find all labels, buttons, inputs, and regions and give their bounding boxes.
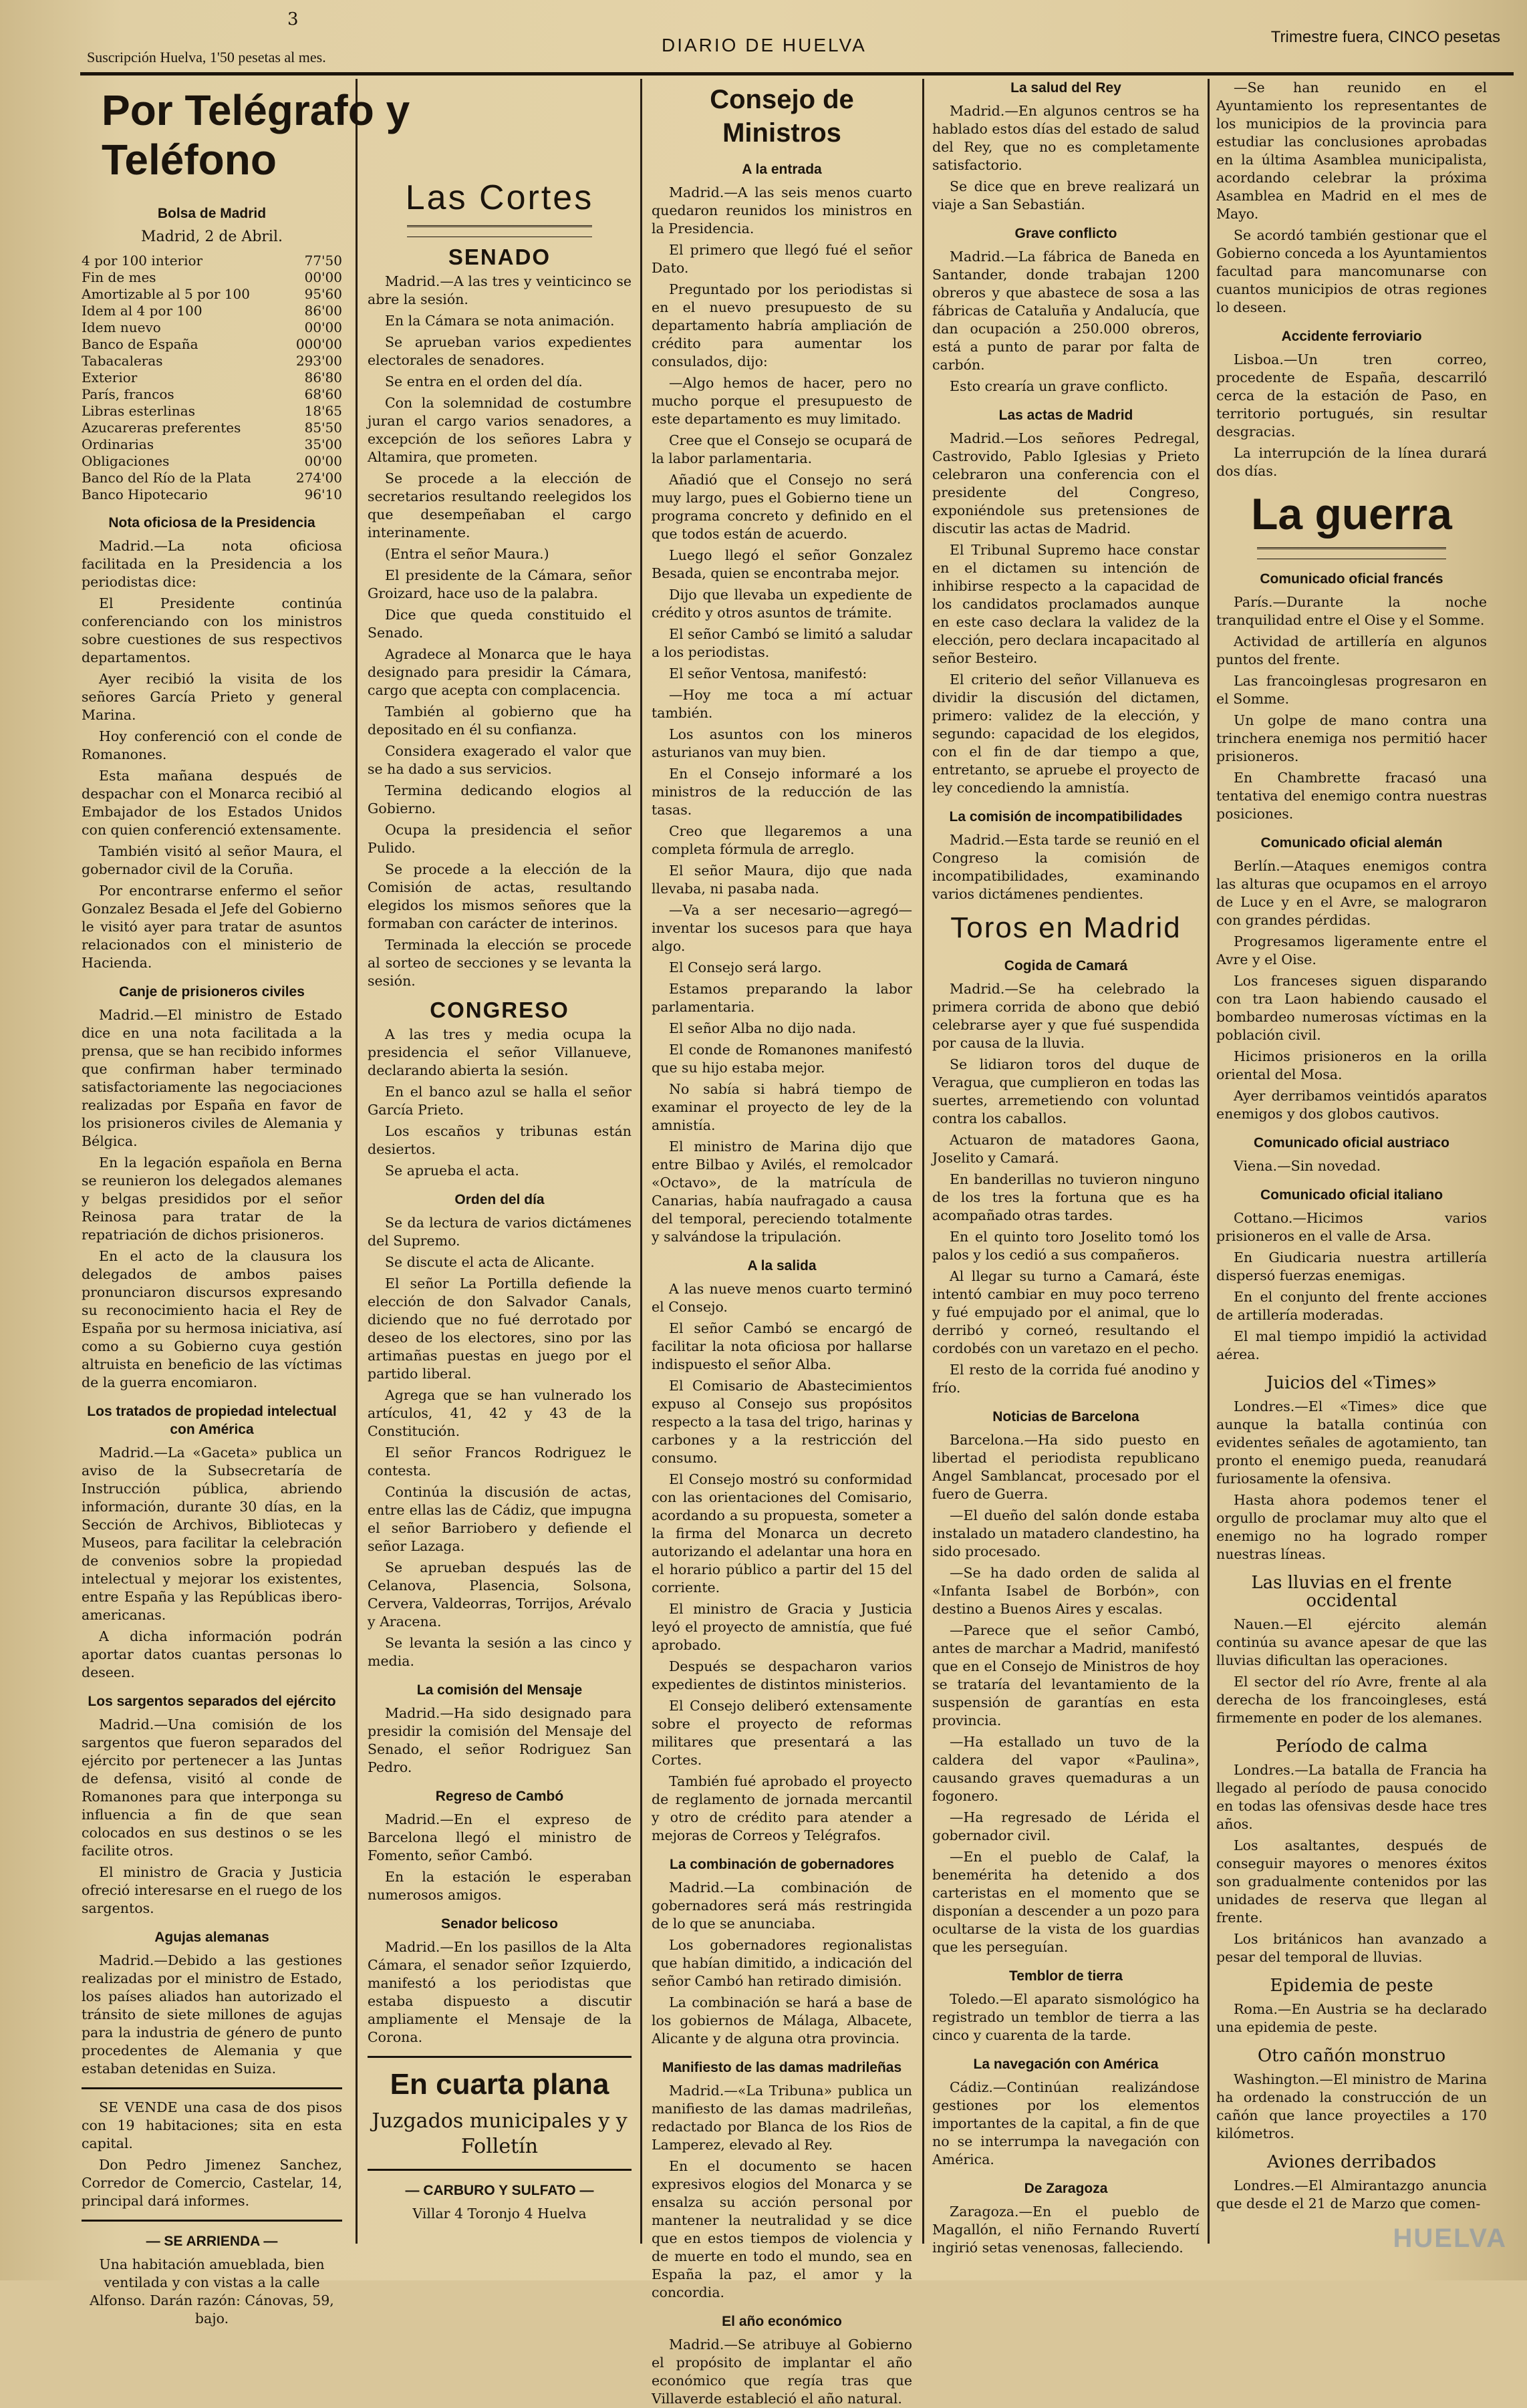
paragraph: (Entra el señor Maura.): [385, 546, 549, 562]
quote-value: 68'60: [304, 386, 342, 402]
paragraph: El resto de la corrida fué anodino y frío.: [932, 1362, 1200, 1396]
paragraph: Actividad de artillería en algunos puntos del frente.: [1216, 633, 1487, 667]
paragraph: Con la solemnidad de costumbre juran el cargo varios senadores, a excepción de los señores Labra y Altamira, que prometen.: [368, 395, 632, 465]
quote-label: Tabacaleras: [82, 353, 163, 369]
quote-label: Idem nuevo: [82, 319, 161, 335]
quote-row: [82, 470, 342, 486]
paragraph: Viena.—Sin novedad.: [1234, 1158, 1381, 1174]
divider: [82, 2220, 342, 2222]
paragraph: El Presidente continúa conferenciando con los ministros sobre cuestiones de sus respectivos departamentos.: [82, 595, 342, 665]
paragraph: El señor Maura, dijo que nada llevaba, ni pasaba nada.: [652, 863, 912, 897]
congreso-heading: CONGRESO: [430, 998, 569, 1022]
paragraph: En el Consejo informaré a los ministros de la reducción de las tasas.: [652, 766, 912, 818]
quote-row: [82, 403, 342, 420]
article-heading: La comisión de incompatibilidades: [949, 809, 1183, 824]
paragraph: Después se despacharon varios expedientes de distintos ministerios.: [652, 1658, 912, 1692]
paragraph: —Ha estallado un tuvo de la caldera del vapor «Paulina», causando graves quemaduras a un fogonero.: [932, 1734, 1200, 1804]
article-heading: Comunicado oficial austriaco: [1254, 1135, 1449, 1151]
paragraph: Berlín.—Ataques enemigos contra las alturas que ocupamos en el arroyo de Luce y en el Avre, se malograron con grandes pérdidas.: [1216, 858, 1487, 928]
paragraph: La interrupción de la línea durará dos días.: [1216, 445, 1487, 479]
quote-value: 95'60: [304, 286, 342, 302]
article-heading: Senador belicoso: [440, 1916, 559, 1932]
advertisement: — CARBURO Y SULFATO —: [405, 2183, 594, 2198]
paragraph: El Comisario de Abastecimientos expuso al Consejo sus propósitos respecto a la tasa del trigo, harinas y carbones y a la restricción del consumo.: [652, 1378, 912, 1466]
column-rule: [922, 79, 924, 2244]
paragraph: —Se han reunido en el Ayuntamiento los representantes de los municipios de la provincia para estudiar las conclusiones aprobadas en la última Asamblea municipalista, acordando celebrar la próxima Asamblea en Madrid en el mes de Mayo.: [1216, 80, 1487, 222]
paragraph: Cree que el Consejo se ocupará de la labor parlamentaria.: [652, 432, 912, 466]
quote-row: [82, 269, 342, 286]
paragraph: Esta mañana después de despachar con el Monarca recibió al Embajador de los Estados Unidos con quien conferenció extensamente.: [82, 768, 342, 838]
paragraph: Se da lectura de varios dictámenes del Supremo.: [368, 1215, 632, 1249]
paragraph: El señor Cambó se encargó de facilitar la nota oficiosa por hallarse indispuesto el señor Alba.: [652, 1320, 912, 1372]
quote-row: [82, 353, 342, 369]
paragraph: Esto crearía un grave conflicto.: [950, 378, 1169, 394]
quote-value: 86'80: [304, 369, 342, 386]
paragraph: Hoy conferenció con el conde de Romanones.: [82, 728, 342, 762]
paragraph: Considera exagerado el valor que se ha dado a sus servicios.: [368, 743, 632, 777]
article-heading: Accidente ferroviario: [1281, 329, 1422, 344]
column-5: [1216, 79, 1487, 2237]
paragraph: El ministro de Gracia y Justicia ofreció interesarse en el ruego de los sargentos.: [82, 1864, 342, 1916]
paragraph: Terminada la elección se procede al sorteo de secciones y se levanta la sesión.: [368, 937, 632, 989]
paragraph: Madrid.—Esta tarde se reunió en el Congreso la comisión de incompatibilidades, examinando varios dictámenes pendientes.: [932, 832, 1200, 902]
paragraph: En banderillas no tuvieron ninguno de los tres la fortuna que es ha acompañado otras tardes.: [932, 1171, 1200, 1223]
paragraph: Nauen.—El ejército alemán continúa su avance apesar de que las lluvias dificultan las operaciones.: [1216, 1616, 1487, 1668]
paragraph: Se discute el acta de Alicante.: [385, 1254, 595, 1270]
paragraph: Por encontrarse enfermo el señor Gonzalez Besada el Jefe del Gobierno le visitó ayer para tratar de asuntos relacionados con el ministerio de Hacienda.: [82, 883, 342, 971]
article-heading: Grave conflicto: [1014, 226, 1117, 241]
quote-row: [82, 303, 342, 319]
paragraph: El conde de Romanones manifestó que su hijo estaba mejor.: [652, 1042, 912, 1076]
paragraph: El mal tiempo impidió la actividad aérea.: [1216, 1328, 1487, 1362]
quote-label: Obligaciones: [82, 453, 170, 469]
paragraph: Estamos preparando la labor parlamentaria.: [652, 981, 912, 1015]
quote-value: 86'00: [304, 303, 342, 319]
paragraph: Madrid.—En el expreso de Barcelona llegó el ministro de Fomento, señor Cambó.: [368, 1811, 632, 1863]
paragraph: Madrid.—La nota oficiosa facilitada en la Presidencia a los periodistas dice:: [82, 538, 342, 590]
paragraph: Hasta ahora podemos tener el orgullo de proclamar muy alto que el enemigo no ha logrado romper nuestras líneas.: [1216, 1492, 1487, 1562]
paragraph: El señor Ventosa, manifestó:: [669, 665, 867, 682]
paragraph: Se procede a la elección de secretarios resultando reelegidos los que desempeñaban el cargo interinamente.: [368, 470, 632, 541]
paragraph: Dijo que llevaba un expediente de crédito y otros asuntos de trámite.: [652, 587, 912, 621]
paragraph: En el documento se hacen expresivos elogios del Monarca y se ensalza su acción personal por mantener la neutralidad y se dice que en estos tiempos de violencia y de muerte en todo el mundo, sea en España la paz, el amor y la concordia.: [652, 2158, 912, 2300]
paragraph: Lisboa.—Un tren correo, procedente de España, descarriló cerca de la estación de Paso, en territorio portugués, sin resultar desgracias.: [1216, 351, 1487, 440]
quote-row: [82, 436, 342, 453]
column-3: [652, 79, 912, 2407]
paragraph: Luego llegó el señor Gonzalez Besada, quien se encontraba mejor.: [652, 547, 912, 581]
column-rule: [356, 79, 358, 2244]
article-heading: Aviones derribados: [1266, 2152, 1437, 2172]
quote-label: Azucareras preferentes: [82, 420, 241, 436]
consejo-title: Consejo de Ministros: [710, 85, 854, 148]
classified-ad: Don Pedro Jimenez Sanchez, Corredor de Comercio, Castelar, 14, principal dará informes.: [82, 2157, 342, 2209]
paragraph: Agradece al Monarca que le haya designado para presidir la Cámara, cargo que acepta con complacencia.: [368, 646, 632, 698]
paragraph: Ocupa la presidencia el señor Pulido.: [368, 822, 632, 856]
paragraph: En Chambrette fracasó una tentativa del enemigo contra nuestras posiciones.: [1216, 770, 1487, 822]
article-heading: A la entrada: [742, 162, 822, 177]
divider: [368, 2056, 632, 2058]
paragraph: Preguntado por los periodistas si en el nuevo presupuesto de su departamento habría ampliación de crédito para aumentar los consulados, dijo:: [652, 281, 912, 369]
divider: [82, 2087, 342, 2089]
paragraph: París.—Durante la noche tranquilidad entre el Oise y el Somme.: [1216, 594, 1487, 628]
senado-heading: SENADO: [448, 245, 551, 269]
paragraph: Actuaron de matadores Gaona, Joselito y Camará.: [932, 1132, 1200, 1166]
paragraph: Londres.—El Almirantazgo anuncia que desde el 21 de Marzo que comen-: [1216, 2177, 1487, 2212]
paragraph: Madrid.—Se ha celebrado la primera corrida de abono que debió celebrarse ayer y que fué suspendida por causa de la lluvia.: [932, 981, 1200, 1051]
paragraph: Ayer recibió la visita de los señores García Prieto y general Marina.: [82, 671, 342, 723]
quote-value: 00'00: [304, 269, 342, 285]
article-heading: Los sargentos separados del ejército: [88, 1694, 336, 1709]
quote-row: [82, 253, 342, 269]
toros-title: Toros en Madrid: [950, 911, 1182, 944]
article-heading: Período de calma: [1275, 1737, 1428, 1757]
paragraph: Se levanta la sesión a las cinco y media.: [368, 1635, 632, 1669]
paragraph: Madrid.—El ministro de Estado dice en una nota facilitada a la prensa, que se han recibido informes que confirman haber terminado satisfactoriamente las negociaciones realizadas por España en favor de los prisioneros civiles de Alemania y Bélgica.: [82, 1007, 342, 1149]
section-title-telegrafo: Por Telégrafo y Teléfono: [102, 86, 410, 184]
paragraph: Madrid.—«La Tribuna» publica un manifiesto de las damas madrileñas, redactado por Blanca de los Rios de Lamperez, elevado al Rey.: [652, 2083, 912, 2153]
paragraph: A dicha información podrán aportar datos cuantas personas lo deseen.: [82, 1628, 342, 1680]
archive-watermark: HUELVA: [1393, 2224, 1507, 2253]
paragraph: Hicimos prisioneros en la orilla oriental del Mosa.: [1216, 1048, 1487, 1082]
paragraph: Los franceses siguen disparando con tra Laon habiendo causado el bombardeo numerosas víctimas en la población civil.: [1216, 973, 1487, 1043]
classified-ad: SE VENDE una casa de dos pisos con 19 habitaciones; sita en esta capital.: [82, 2099, 342, 2151]
column-1: [82, 79, 410, 2326]
paragraph: En la Cámara se nota animación.: [385, 313, 615, 329]
paragraph: Los asaltantes, después de conseguir mayores o menores éxitos son gradualmente contenidos por las unidades de reserva que llegan al frente.: [1216, 1837, 1487, 1926]
paragraph: El Consejo deliberó extensamente sobre el proyecto de reformas militares que presentará a las Cortes.: [652, 1698, 912, 1768]
paragraph: En el quinto toro Joselito tomó los palos y los cedió a sus compañeros.: [932, 1229, 1200, 1263]
quote-value: 35'00: [304, 436, 342, 452]
paragraph: —Se ha dado orden de salida al «Infanta Isabel de Borbón», con destino a Buenos Aires y escalas.: [932, 1565, 1200, 1617]
paragraph: Dice que queda constituido el Senado.: [368, 607, 632, 641]
paragraph: El ministro de Gracia y Justicia leyó el proyecto de amnistía, que fué aprobado.: [652, 1601, 912, 1653]
classified-ad: Una habitación amueblada, bien ventilada y con vistas a la calle Alfonso. Darán razón: Cánovas, 59, bajo.: [90, 2256, 334, 2326]
bolsa-date: Madrid, 2 de Abril.: [141, 229, 283, 245]
page-number: 3: [287, 9, 299, 29]
paragraph: Madrid.—La combinación de gobernadores será más restringida de lo que se anunciaba.: [652, 1879, 912, 1932]
paragraph: Toledo.—El aparato sismológico ha registrado un temblor de tierra a las cinco y cuarenta de la tarde.: [932, 1991, 1200, 2043]
article-heading: El año económico: [722, 2314, 842, 2329]
quote-value: 77'50: [304, 253, 342, 269]
paragraph: Madrid.—En los pasillos de la Alta Cámara, el senador señor Izquierdo, manifestó a los periodistas que estaba dispuesto a discutir ampliamente el Mensaje de la Corona.: [368, 1939, 632, 2045]
paragraph: Londres.—La batalla de Francia ha llegado al período de pausa conocido en todas las ofensivas desde hace tres años.: [1216, 1762, 1487, 1832]
quote-row: [82, 486, 342, 503]
paragraph: Los gobernadores regionalistas que habían dimitido, a indicación del señor Cambó han retirado dimisión.: [652, 1937, 912, 1989]
quote-label: Idem al 4 por 100: [82, 303, 202, 319]
paragraph: Progresamos ligeramente entre el Avre y el Oise.: [1216, 933, 1487, 967]
paragraph: Londres.—El «Times» dice que aunque la batalla continúa con evidentes señales de agotamiento, tan pronto el enemigo pueda, reanudará furiosamente la ofensiva.: [1216, 1398, 1487, 1487]
quote-label: Fin de mes: [82, 269, 156, 285]
paragraph: Cádiz.—Continúan realizándose gestiones por los elementos importantes de la capital, a fin de que no se interrumpa la navegación con América.: [932, 2079, 1200, 2167]
paragraph: Madrid.—Los señores Pedregal, Castrovido, Pablo Iglesias y Prieto celebraron una conferencia con el presidente del Congreso, exponiéndole sus pretensiones de discutir las actas de Madrid.: [932, 430, 1200, 537]
column-2: [368, 170, 632, 2328]
paragraph: A las nueve menos cuarto terminó el Consejo.: [652, 1281, 912, 1315]
article-heading: Comunicado oficial francés: [1260, 571, 1443, 587]
quote-value: 85'50: [304, 420, 342, 436]
paragraph: Madrid.—Una comisión de los sargentos que fueron separados del ejército por pertenecer a las Juntas de defensa, visitó al conde de Romanones para que interponga su influencia a fin de que sean colocados en sus destinos o se les facilite otros.: [82, 1716, 342, 1859]
column-4: [932, 79, 1200, 2256]
paragraph: El señor Alba no dijo nada.: [669, 1020, 857, 1036]
paragraph: El ministro de Marina dijo que entre Bilbao y Avilés, el remolcador «Octavo», de la matrícula de Canarias, había naufragado a causa del temporal, pereciendo totalmente y salvándose la tripulación.: [652, 1139, 912, 1245]
paragraph: Se aprueba el acta.: [385, 1163, 519, 1179]
paragraph: El Consejo mostró su conformidad con las orientaciones del Comisario, acordando a su propuesta, someter a la firma del Monarca un decreto autorizando el adelantar una hora en el horario público a partir del 15 del corriente.: [652, 1471, 912, 1596]
paragraph: En el conjunto del frente acciones de artillería moderadas.: [1216, 1289, 1487, 1323]
quote-label: Exterior: [82, 369, 138, 386]
paragraph: Termina dedicando elogios al Gobierno.: [368, 782, 632, 816]
quote-row: [82, 286, 342, 303]
quote-value: 00'00: [304, 453, 342, 469]
cuarta-plana-title: En cuarta plana: [390, 2068, 609, 2101]
paragraph: El señor Cambó se limitó a saludar a los periodistas.: [652, 626, 912, 660]
quotes-table: [82, 253, 342, 503]
paragraph: Creo que llegaremos a una completa fórmula de arreglo.: [652, 823, 912, 857]
paragraph: Madrid.—A las tres y veinticinco se abre la sesión.: [368, 273, 632, 307]
paragraph: Añadió que el Consejo no será muy largo, pues el Gobierno tiene un programa concreto y definido en el que todos están de acuerdo.: [652, 472, 912, 542]
paragraph: —Va a ser necesario—agregó—inventar los sucesos para que haya algo.: [652, 902, 912, 954]
article-heading: Agujas alemanas: [154, 1930, 269, 1945]
paragraph: —Algo hemos de hacer, pero no mucho porque el presupuesto de este departamento es muy limitado.: [652, 375, 912, 427]
paragraph: También visitó al señor Maura, el gobernador civil de la Coruña.: [82, 843, 342, 877]
paragraph: También al gobierno que ha depositado en él su confianza.: [368, 704, 632, 738]
paragraph: En el acto de la clausura los delegados de ambos paises pronunciaron discursos expresando su reconocimiento hacia el Rey de España por su hermosa iniciativa, así como a su Gobierno cuya gestión altruista en beneficio de las víctimas de la guerra encomiaron.: [82, 1248, 342, 1390]
article-heading: Regreso de Cambó: [435, 1789, 564, 1804]
paragraph: En la legación española en Berna se reunieron los delegados alemanes y belgas presididos por el señor Reinosa para tratar de la repatriación de dichos prisioneros.: [82, 1155, 342, 1243]
las-cortes-title: Las Cortes: [405, 178, 594, 217]
paragraph: A las tres y media ocupa la presidencia el señor Villanueve, declarando abierta la sesión.: [368, 1026, 632, 1078]
quote-row: [82, 336, 342, 353]
paragraph: Roma.—En Austria se ha declarado una epidemia de peste.: [1216, 2001, 1487, 2035]
la-guerra-title: La guerra: [1251, 489, 1452, 539]
paragraph: El Consejo será largo.: [669, 959, 822, 975]
trimester-note: Trimestre fuera, CINCO pesetas: [1270, 28, 1500, 46]
article-heading: Manifiesto de las damas madrileñas: [662, 2060, 902, 2075]
classified-heading: — SE ARRIENDA —: [146, 2234, 278, 2249]
quote-label: Amortizable al 5 por 100: [82, 286, 250, 302]
article-heading: Las lluvias en el frente occidental: [1251, 1573, 1452, 1611]
paragraph: Se dice que en breve realizará un viaje a San Sebastián.: [932, 178, 1200, 212]
paragraph: —Parece que el señor Cambó, antes de marchar a Madrid, manifestó que en el Consejo de Ministros de hoy se trataría del levantamiento de la suspensión de garantías en esta provincia.: [932, 1622, 1200, 1728]
paragraph: Los escaños y tribunas están desiertos.: [368, 1123, 632, 1157]
quote-row: [82, 420, 342, 436]
paragraph: También fué aprobado el proyecto de reglamento de jornada mercantil y otro de crédito para atender a mejoras de Correos y Telégrafos.: [652, 1773, 912, 1843]
paragraph: Se aprueban varios expedientes electorales de senadores.: [368, 334, 632, 368]
quote-value: 96'10: [304, 486, 342, 502]
ornament-divider: [407, 225, 592, 237]
article-heading: Juicios del «Times»: [1266, 1373, 1437, 1393]
quote-row: [82, 319, 342, 336]
paragraph: El presidente de la Cámara, señor Groizard, hace uso de la palabra.: [368, 567, 632, 601]
article-heading: Comunicado oficial alemán: [1260, 835, 1443, 851]
ornament-divider: [1257, 547, 1447, 559]
article-heading: Comunicado oficial italiano: [1260, 1187, 1443, 1203]
article-heading: Noticias de Barcelona: [992, 1409, 1139, 1424]
column-rule: [640, 79, 642, 2244]
paragraph: Continúa la discusión de actas, entre ellas las de Cádiz, que impugna el señor Barriobero y defiende el señor Lazaga.: [368, 1484, 632, 1554]
paragraph: El primero que llegó fué el señor Dato.: [652, 242, 912, 276]
paragraph: Washington.—El ministro de Marina ha ordenado la construcción de un cañón que lance proyectiles a 170 kilómetros.: [1216, 2071, 1487, 2141]
quote-label: Libras esterlinas: [82, 403, 195, 419]
paragraph: Madrid.—En algunos centros se ha hablado estos días del estado de salud del Rey, que no es completamente satisfactorio.: [932, 103, 1200, 173]
paragraph: No sabía si habrá tiempo de examinar el proyecto de ley de la amnistía.: [652, 1081, 912, 1133]
paragraph: Se lidiaron toros del duque de Veragua, que cumplieron en todas las suertes, arremetiendo con voluntad contra los caballos.: [932, 1056, 1200, 1126]
paragraph: Zaragoza.—En el pueblo de Magallón, el niño Fernando Ruvertí ingirió setas venenosas, falleciendo.: [932, 2204, 1200, 2256]
paragraph: Madrid.—A las seis menos cuarto quedaron reunidos los ministros en la Presidencia.: [652, 184, 912, 237]
quote-row: [82, 386, 342, 403]
paragraph: Se acordó también gestionar que el Gobierno conceda a los Ayuntamientos facultad para mancomunarse con cuantos municipios de otras regiones lo deseen.: [1216, 227, 1487, 315]
paragraph: Barcelona.—Ha sido puesto en libertad el periodista republicano Angel Samblancat, procesado por el fuero de Guerra.: [932, 1432, 1200, 1502]
paragraph: El Tribunal Supremo hace constar en el dictamen su intención de inhibirse respecto a la capacidad de los candidatos proclamados aunque en este caso declara la validez de la elección, pero declara incapacitado al señor Besteiro.: [932, 542, 1200, 666]
quote-value: 293'00: [295, 353, 342, 369]
quote-label: 4 por 100 interior: [82, 253, 203, 269]
article-heading: Orden del día: [454, 1192, 545, 1207]
paragraph: Madrid.—La fábrica de Baneda en Santander, donde trabajan 1200 obreros y que abastece de sosa a las fábricas de Cataluña y Andalucía, que dan ocupación a 250.000 obreros, está a punto de parar por falta de carbón.: [932, 249, 1200, 373]
article-heading: Nota oficiosa de la Presidencia: [108, 515, 315, 531]
article-heading: La comisión del Mensaje: [416, 1682, 583, 1698]
paragraph: El señor La Portilla defiende la elección de don Salvador Canals, diciendo que no fué derrotado por deseo de los electores, sino por las artimañas puestas en juego por el partido liberal.: [368, 1275, 632, 1382]
article-heading: Los tratados de propiedad intelectual con América: [87, 1404, 337, 1437]
article-heading: La navegación con América: [973, 2057, 1159, 2072]
paragraph: El sector del río Avre, frente al ala derecha de los francoingleses, está firmemente en poder de los alemanes.: [1216, 1674, 1487, 1726]
paragraph: Cottano.—Hicimos varios prisioneros en el valle de Arsa.: [1216, 1210, 1487, 1244]
quote-label: París, francos: [82, 386, 174, 402]
advertisement-address: Villar 4 Toronjo 4 Huelva: [412, 2206, 587, 2222]
quote-label: Banco Hipotecario: [82, 486, 208, 502]
paragraph: Un golpe de mano contra una trinchera enemiga nos permitió hacer prisioneros.: [1216, 712, 1487, 764]
column-rule: [1208, 79, 1210, 2244]
quote-value: 18'65: [304, 403, 342, 419]
paragraph: El señor Francos Rodriguez le contesta.: [368, 1445, 632, 1479]
article-heading: Epidemia de peste: [1270, 1976, 1433, 1996]
paragraph: Las francoinglesas progresaron en el Somme.: [1216, 673, 1487, 707]
paragraph: Al llegar su turno a Camará, éste intentó cambiar en muy poco terreno y fué empujado por el animal, que lo derribó y corneó, resultando el cordobés con un varetazo en el pecho.: [932, 1268, 1200, 1356]
cuarta-plana-subtitle: Juzgados municipales y y Folletín: [372, 2109, 628, 2158]
paragraph: Los asuntos con los mineros asturianos van muy bien.: [652, 726, 912, 760]
article-heading: La salud del Rey: [1010, 80, 1121, 96]
quote-label: Banco del Río de la Plata: [82, 470, 251, 486]
bolsa-heading: Bolsa de Madrid: [157, 206, 267, 221]
quote-label: Ordinarias: [82, 436, 154, 452]
article-heading: Las actas de Madrid: [998, 408, 1133, 423]
paragraph: Se aprueban después las de Celanova, Plasencia, Solsona, Cervera, Valdeorras, Torrijos, Arévalo y Aracena.: [368, 1559, 632, 1630]
quote-value: 274'00: [295, 470, 342, 486]
paragraph: En el banco azul se halla el señor García Prieto.: [368, 1084, 632, 1118]
paragraph: Madrid.—La «Gaceta» publica un aviso de la Subsecretaría de Instrucción pública, abriendo información, durante 30 días, en la Sección de Archivos, Bibliotecas y Museos, para facilitar la celebración de convenios sobre la propiedad intelectual y mejorar los existentes, entre España y las Repúblicas ibero-americanas.: [82, 1445, 342, 1623]
article-heading: De Zaragoza: [1024, 2181, 1108, 2196]
article-heading: Otro cañón monstruo: [1257, 2046, 1446, 2066]
paragraph: —Hoy me toca a mí actuar también.: [652, 687, 912, 721]
quote-row: [82, 369, 342, 386]
paragraph: El criterio del señor Villanueva es dividir la discusión del dictamen, primero: validez de la elección, y segundo: capacidad de los elegidos, con el fin de dar tiempo a que, entretanto, se apruebe el proyecto de ley concediendo la amnistía.: [932, 671, 1200, 796]
quote-label: Banco de España: [82, 336, 198, 352]
paragraph: Madrid.—Se atribuye al Gobierno el propósito de implantar el año económico que regía tras que Villaverde estableció el año natural.: [652, 2337, 912, 2407]
paragraph: —El dueño del salón donde estaba instalado un matadero clandestino, ha sido procesado.: [932, 1507, 1200, 1559]
paragraph: En Giudicaria nuestra artillería dispersó fuerzas enemigas.: [1216, 1249, 1487, 1284]
newspaper-name: DIARIO DE HUELVA: [662, 35, 867, 55]
paragraph: Se procede a la elección de la Comisión de actas, resultando elegidos los mismos señores que la formaban con carácter de interinos.: [368, 861, 632, 931]
paragraph: Los británicos han avanzado a pesar del temporal de lluvias.: [1216, 1931, 1487, 1965]
paragraph: —Ha regresado de Lérida el gobernador civil.: [932, 1809, 1200, 1843]
paragraph: Se entra en el orden del día.: [385, 373, 583, 390]
divider: [368, 2169, 632, 2171]
paragraph: —En el pueblo de Calaf, la benemérita ha detenido a dos carteristas en el momento que se disponían a descender a un pozo para ocultarse de la vista de los guardias que les perseguían.: [932, 1849, 1200, 1955]
paragraph: La combinación se hará a base de los gobiernos de Málaga, Albacete, Alicante y de alguna otra provincia.: [652, 1994, 912, 2047]
article-heading: La combinación de gobernadores: [669, 1857, 895, 1872]
quote-value: 000'00: [295, 336, 342, 352]
quote-value: 00'00: [304, 319, 342, 335]
article-heading: Cogida de Camará: [1004, 958, 1128, 973]
paragraph: Madrid.—Debido a las gestiones realizadas por el ministro de Estado, los países aliados han autorizado el tránsito de siete millones de agujas para la industria de género de punto procedentes de Alemania y que estaban detenidas en Suiza.: [82, 1952, 342, 2077]
paragraph: Agrega que se han vulnerado los artículos, 41, 42 y 43 de la Constitución.: [368, 1387, 632, 1439]
article-heading: Canje de prisioneros civiles: [119, 984, 305, 1000]
paragraph: Madrid.—Ha sido designado para presidir la comisión del Mensaje del Senado, el señor Rodriguez San Pedro.: [368, 1705, 632, 1775]
subscription-note: Suscripción Huelva, 1'50 pesetas al mes.: [87, 49, 326, 65]
paragraph: Ayer derribamos veintidós aparatos enemigos y dos globos cautivos.: [1216, 1088, 1487, 1122]
quote-row: [82, 453, 342, 470]
article-heading: A la salida: [747, 1258, 817, 1273]
paragraph: En la estación le esperaban numerosos amigos.: [368, 1869, 632, 1903]
masthead-strip: [80, 25, 1514, 76]
article-heading: Temblor de tierra: [1009, 1968, 1123, 1984]
